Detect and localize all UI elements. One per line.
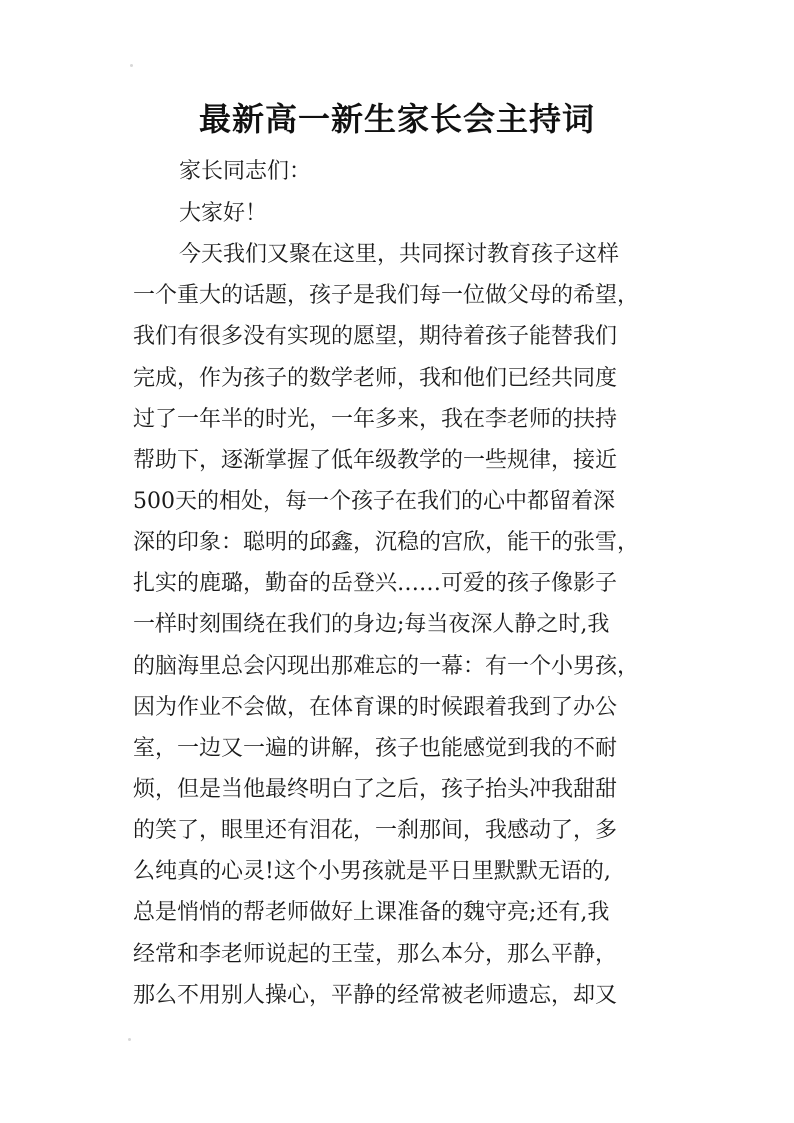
text-line: 今天我们又聚在这里，共同探讨教育孩子这样 [179,242,620,267]
scan-speck [128,1038,131,1041]
text-line: 室，一边又一遍的讲解，孩子也能感觉到我的不耐 [133,736,618,761]
text-line: 的笑了，眼里还有泪花，一刹那间，我感动了，多 [133,818,618,843]
text-line: 的脑海里总会闪现出那难忘的一幕：有一个小男孩， [133,654,640,679]
text-line: 一个重大的话题，孩子是我们每一位做父母的希望， [133,283,640,308]
text-line: 一样时刻围绕在我们的身边;每当夜深人静之时,我 [133,612,610,637]
text-line: 么纯真的心灵!这个小男孩就是平日里默默无语的, [133,859,611,884]
document-title: 最新高一新生家长会主持词 [198,100,595,138]
text-line: 完成，作为孩子的数学老师，我和他们已经共同度 [133,366,618,391]
text-line: 经常和李老师说起的王莹，那么本分，那么平静， [133,942,618,967]
text-line: 扎实的鹿璐，勤奋的岳登兴……可爱的孩子像影子 [133,571,618,596]
scan-speck [130,64,133,67]
text-line: 大家好！ [179,201,268,226]
text-line: 烦，但是当他最终明白了之后，孩子抬头冲我甜甜 [133,777,618,802]
text-line: 深的印象：聪明的邱鑫，沉稳的宫欣，能干的张雪， [133,530,640,555]
text-line: 500天的相处，每一个孩子在我们的心中都留着深 [133,489,615,514]
text-line: 我们有很多没有实现的愿望，期待着孩子能替我们 [133,324,618,349]
text-line: 因为作业不会做，在体育课的时候跟着我到了办公 [133,695,618,720]
text-line: 那么不用别人操心，平静的经常被老师遗忘，却又 [133,983,618,1008]
text-line: 过了一年半的时光，一年多来，我在李老师的扶持 [133,407,618,432]
text-line: 帮助下，逐渐掌握了低年级教学的一些规律，接近 [133,448,618,473]
text-line: 总是悄悄的帮老师做好上课准备的魏守亮;还有,我 [133,900,610,925]
text-line: 家长同志们： [179,159,312,184]
